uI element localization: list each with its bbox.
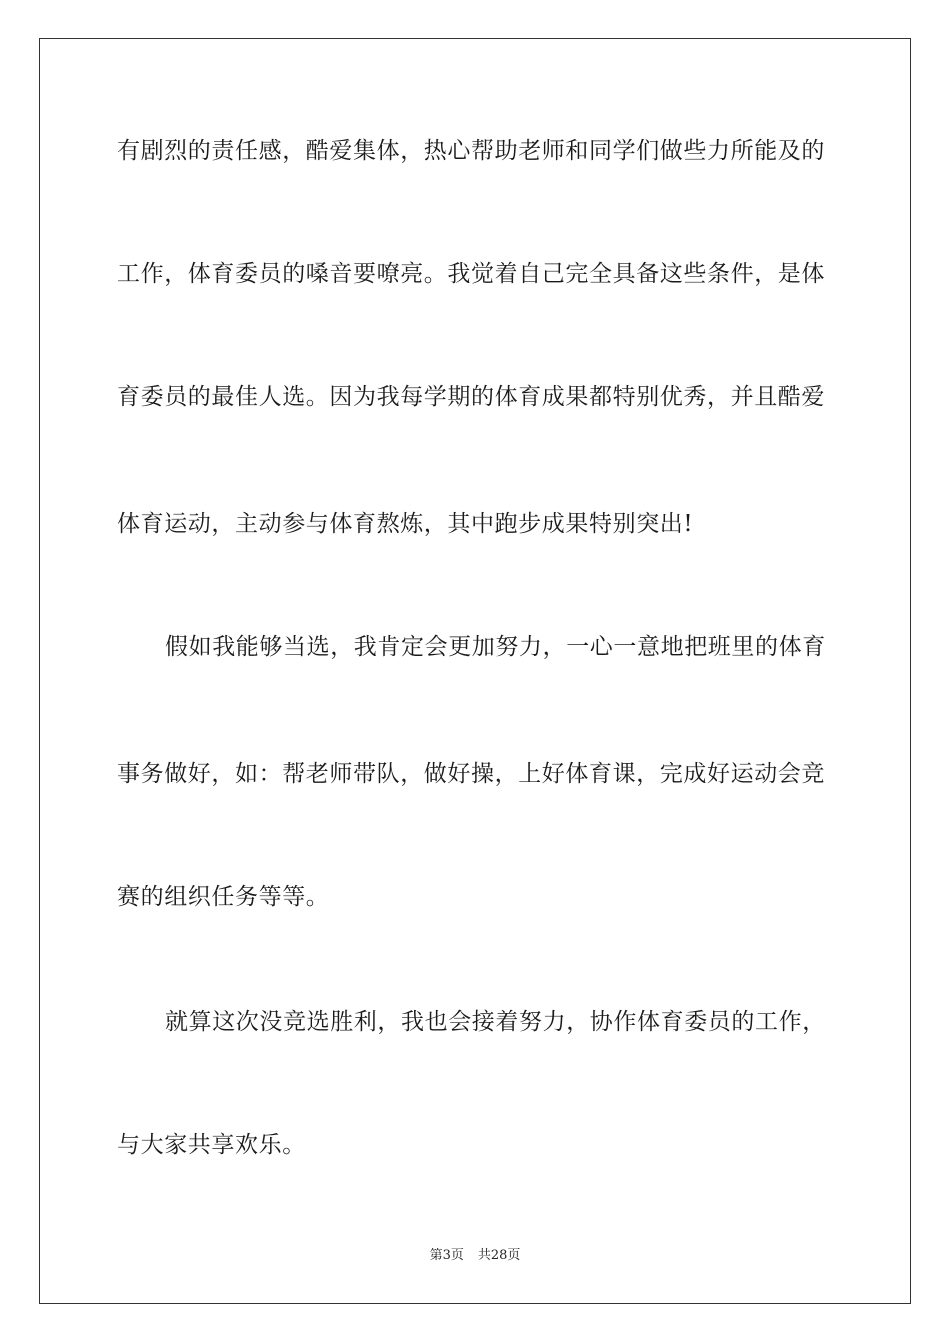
paragraph-line: 工作，体育委员的嗓音要嘹亮。我觉着自己完全具备这些条件，是体 — [117, 261, 825, 287]
paragraph-line: 赛的组织任务等等。 — [117, 884, 330, 910]
paragraph-line: 有剧烈的责任感，酷爱集体，热心帮助老师和同学们做些力所能及的 — [117, 138, 825, 164]
paragraph-line: 事务做好，如：帮老师带队，做好操，上好体育课，完成好运动会竞 — [117, 761, 825, 787]
paragraph-line: 就算这次没竞选胜利，我也会接着努力，协作体育委员的工作， — [165, 1009, 826, 1035]
page-total: 共28页 — [477, 1248, 521, 1263]
paragraph-line: 体育运动，主动参与体育熬炼，其中跑步成果特别突出! — [117, 511, 694, 537]
paragraph-line: 与大家共享欢乐。 — [117, 1132, 306, 1158]
paragraph-line: 育委员的最佳人选。因为我每学期的体育成果都特别优秀，并且酷爱 — [117, 384, 825, 410]
page-footer — [0, 1247, 950, 1265]
paragraph-line: 假如我能够当选，我肯定会更加努力，一心一意地把班里的体育 — [165, 634, 826, 660]
page-border — [39, 38, 911, 1304]
page-number: 第3页 — [429, 1248, 464, 1263]
